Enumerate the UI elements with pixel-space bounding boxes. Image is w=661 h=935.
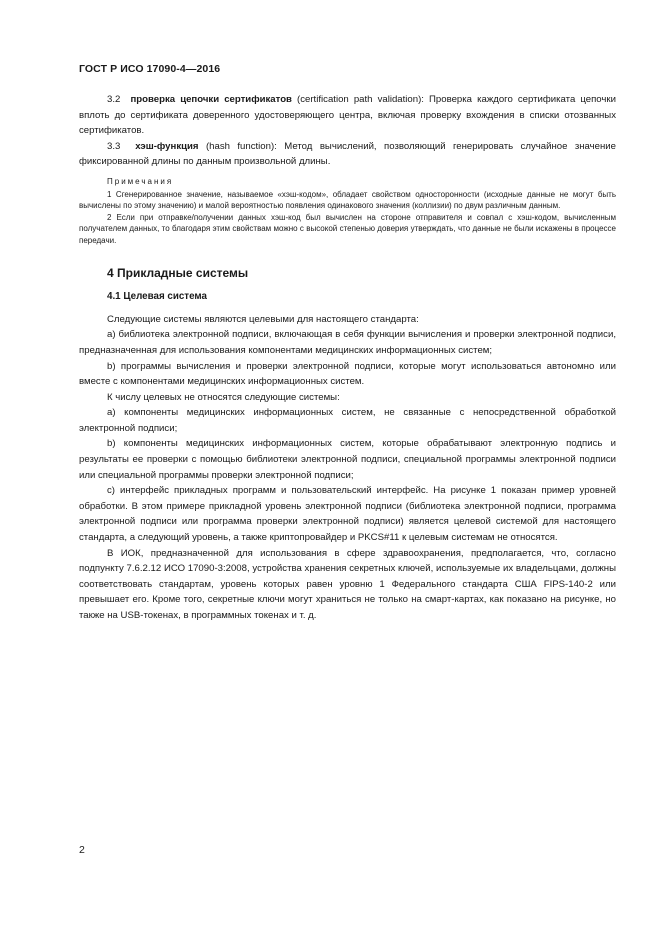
page-number: 2 <box>79 844 85 856</box>
list-item: a) библиотека электронной подписи, включающая в себя функции вычисления и проверки электронной подписи, предназначенная для использования компонентами медицинских информационных систем; <box>79 329 616 356</box>
definition-number: 3.2 <box>107 94 121 105</box>
definition-3-2 <box>79 92 616 139</box>
body-paragraph: Следующие системы являются целевыми для настоящего стандарта: <box>107 313 419 325</box>
note-item: 1 Сгенерированное значение, называемое «хэш-кодом», обладает свойством односторонности (исходные данные не могут быть вычислены по этому значению) и малой вероятностью появления одинакового значения (коллизии) по двум различным данным. <box>79 189 616 211</box>
definition-3-3 <box>79 139 616 170</box>
body-paragraph: К числу целевых не относятся следующие системы: <box>107 391 340 403</box>
notes-title: Примечания <box>107 176 174 186</box>
subsection-heading: 4.1 Целевая система <box>107 291 207 303</box>
page-content <box>79 92 616 624</box>
list-item: a) компоненты медицинских информационных систем, не связанные с непосредственной обработкой электронной подписи; <box>79 407 616 434</box>
notes-block <box>79 176 616 247</box>
list-item: b) компоненты медицинских информационных систем, которые обрабатывают электронную подпись и результаты ее проверки с помощью библиотеки электронной подписи, специальной программы электронной подписи или специальной программы проверки электронной подписи; <box>79 438 616 481</box>
section-heading: 4 Прикладные системы <box>107 265 249 280</box>
list-item: b) программы вычисления и проверки электронной подписи, которые могут использоваться автономно или вместе с компонентами медицинских информационных систем. <box>79 360 616 388</box>
definition-text: (hash function): Метод вычислений, позволяющий генерировать случайное значение фиксированной длины по данным произвольной длины. <box>79 140 616 168</box>
note-item: 2 Если при отправке/получении данных хэш-код был вычислен на стороне отправителя и совпал с хэш-кодом, вычисленным получателем данных, то благодаря этим свойствам можно с высокой степенью доверия утверждать, что данные не были искажены в процессе передачи. <box>79 212 616 245</box>
page-header: ГОСТ Р ИСО 17090-4—2016 <box>79 63 221 75</box>
definition-term: хэш-функция <box>135 140 199 152</box>
definition-term: проверка цепочки сертификатов <box>130 94 292 105</box>
definition-text: (certification path validation): Проверка каждого сертификата цепочки вплоть до сертификата доверенного удостоверяющего центра, включая проверку вхождения в списки отозванных сертификатов. <box>79 94 616 137</box>
body-paragraph: В ИОК, предназначенной для использования в сфере здравоохранения, предполагается, что, согласно подпункту 7.6.2.12 ИСО 17090-3:2008, устройства хранения секретных ключей, используемые их владельцами, должны соответствовать стандартам, уровень которых равен уровню 1 Федерального стандарта США FIPS-140-2 или превышает его. Кроме того, секретные ключи могут храниться не только на смарт-картах, как показано на рисунке, но также на USB-токенах, в программных токенах и т. д. <box>79 547 616 621</box>
definition-number: 3.3 <box>107 140 121 152</box>
list-item: c) интерфейс прикладных программ и пользовательский интерфейс. На рисунке 1 показан пример уровней обработки. В этом примере прикладной уровень электронной подписи (библиотека электронной подписи, программа электронной подписи или программа проверки электронной подписи) является целевой системой для настоящего стандарта, а следующий уровень, а также криптопровайдер и PKCS#11 к целевым системам не относятся. <box>79 485 616 544</box>
